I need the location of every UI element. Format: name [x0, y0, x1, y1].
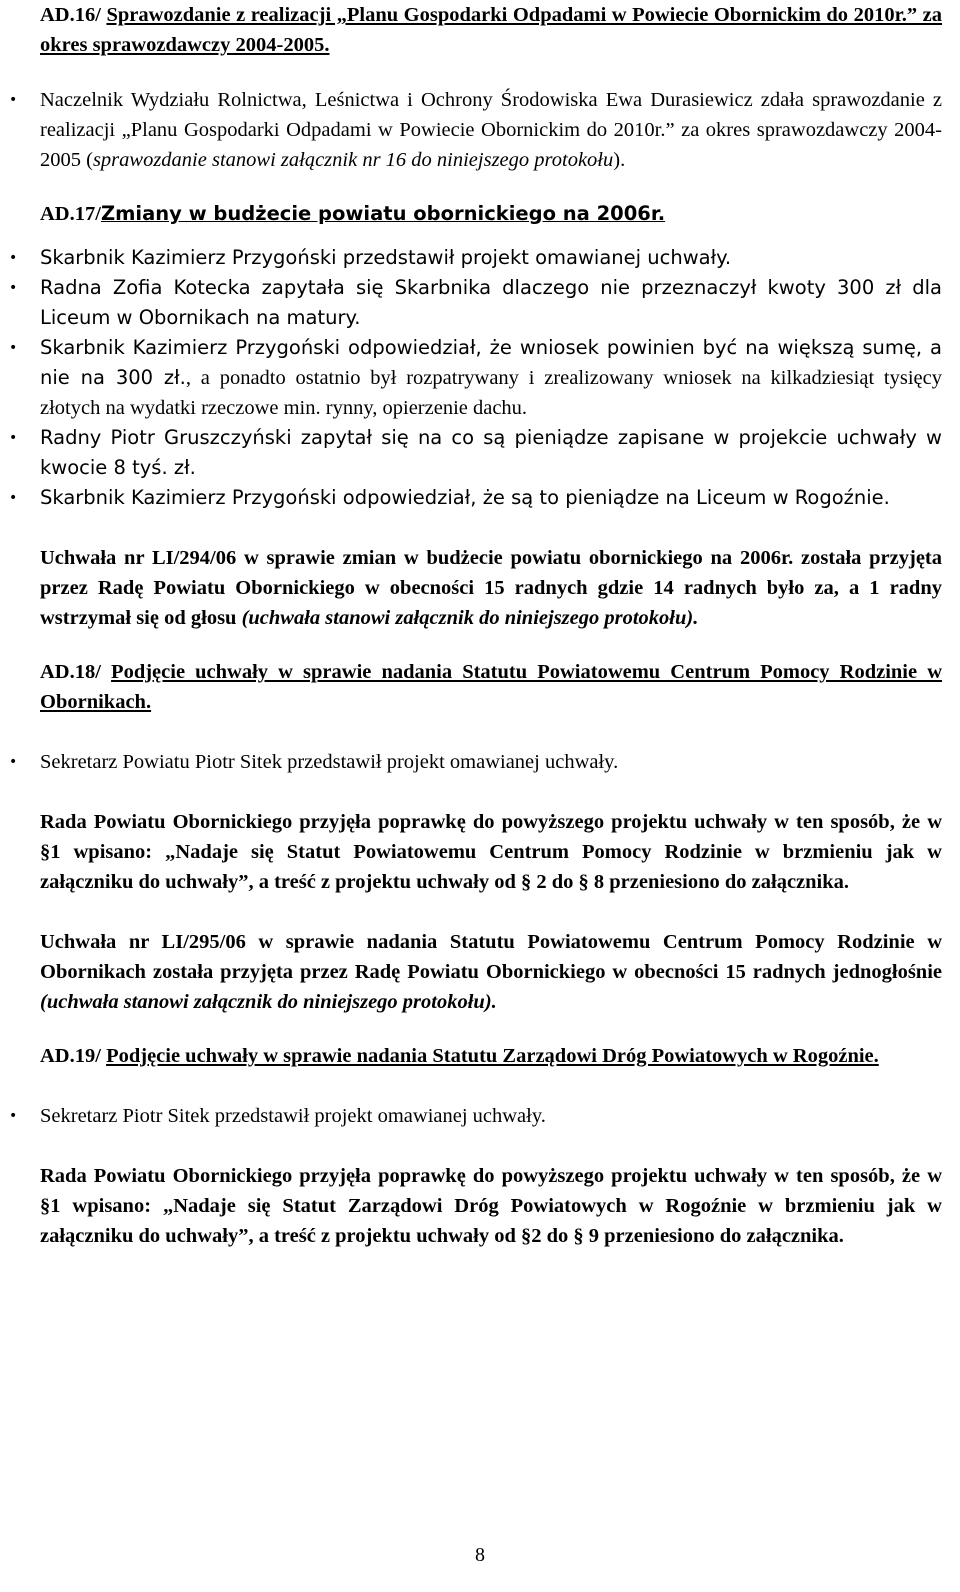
ad19-amendment: Rada Powiatu Obornickiego przyjęła poprawkę do powyższego projektu uchwały w ten sposób, że w §1 wpisano: „Nadaje się Statut Zarządowi Dróg Powiatowych w Rogoźnie w brzmieniu jak w załączniku do uchwały”, a treść z projektu uchwały od §2 do § 9 przeniesiono do załącznika. — [40, 1165, 942, 1247]
ad18-item — [40, 747, 942, 777]
ad16-item-italic: sprawozdanie stanowi załącznik nr 16 do niniejszego protokołu — [92, 149, 614, 171]
ad17-title: Zmiany w budżecie powiatu obornickiego na 2006r. — [100, 202, 666, 225]
ad17-number: AD.17/ — [40, 203, 101, 225]
ad16-item-end: ). — [613, 149, 626, 171]
ad17-item-3 — [40, 333, 942, 423]
ad17-item-3-text: Skarbnik Kazimierz Przygoński odpowiedział, że wniosek powinien być na większą sumę, a nie na 300 zł. — [40, 336, 942, 389]
ad18-item-text: Sekretarz Powiatu Piotr Sitek przedstawił projekt omawianej uchwały. — [40, 751, 619, 773]
ad19-title: Podjęcie uchwały w sprawie nadania Statutu Zarządowi Dróg Powiatowych w Rogoźnie. — [106, 1045, 879, 1067]
ad19-heading — [40, 1041, 942, 1071]
ad16-item-text: Naczelnik Wydziału Rolnictwa, Leśnictwa i Ochrony Środowiska Ewa Durasiewicz zdała sprawozdanie z realizacji „Planu Gospodarki Odpadami w Powiecie Obornickim do 2010r.” za okres sprawozdawczy 2004-2005 ( — [40, 89, 942, 171]
ad18-list — [40, 747, 942, 777]
ad17-resolution-note: (uchwała stanowi załącznik do niniejszego protokołu). — [241, 607, 699, 629]
ad16-number: AD.16/ — [40, 4, 101, 26]
ad19-item — [40, 1101, 942, 1131]
ad18-resolution-note: (uchwała stanowi załącznik do niniejszego protokołu). — [40, 991, 497, 1013]
ad16-heading — [40, 0, 942, 60]
ad17-item-1-text: Skarbnik Kazimierz Przygoński przedstawił projekt omawianej uchwały. — [40, 246, 732, 269]
ad19-item-text: Sekretarz Piotr Sitek przedstawił projekt omawianej uchwały. — [40, 1105, 546, 1127]
ad17-item-1 — [40, 243, 942, 273]
ad17-item-5 — [40, 483, 942, 513]
ad18-number: AD.18/ — [40, 661, 101, 683]
ad17-item-2 — [40, 273, 942, 333]
ad18-resolution — [40, 927, 942, 1017]
ad17-item-3-continued: , a ponadto ostatnio był rozpatrywany i zrealizowany wniosek na kilkadziesiąt tysięcy złotych na wydatki rzeczowe min. rynny, opierzenie dachu. — [40, 367, 943, 419]
ad16-item — [40, 85, 942, 175]
ad18-resolution-text: Uchwała nr LI/295/06 w sprawie nadania Statutu Powiatowemu Centrum Pomocy Rodzinie w Obornikach została przyjęta przez Radę Powiatu Obornickiego w obecności 15 radnych jednogłośnie — [40, 931, 942, 983]
ad18-amendment: Rada Powiatu Obornickiego przyjęła poprawkę do powyższego projektu uchwały w ten sposób, że w §1 wpisano: „Nadaje się Statut Powiatowemu Centrum Pomocy Rodzinie w brzmieniu jak w załączniku do uchwały”, a treść z projektu uchwały od § 2 do § 8 przeniesiono do załącznika. — [40, 811, 942, 893]
ad19-list — [40, 1101, 942, 1131]
ad17-heading — [40, 199, 942, 229]
ad19-number: AD.19/ — [40, 1045, 101, 1067]
ad17-item-4 — [40, 423, 942, 483]
ad17-list — [40, 243, 942, 513]
ad17-item-2-text: Radna Zofia Kotecka zapytała się Skarbnika dlaczego nie przeznaczył kwoty 300 zł dla Liceum w Obornikach na matury. — [40, 276, 942, 329]
ad17-item-5-text: Skarbnik Kazimierz Przygoński odpowiedział, że są to pieniądze na Liceum w Rogoźnie. — [40, 486, 890, 509]
ad16-title: Sprawozdanie z realizacji „Planu Gospodarki Odpadami w Powiecie Obornickim do 2010r.” za okres sprawozdawczy 2004-2005. — [40, 4, 943, 56]
ad16-list — [40, 85, 942, 175]
ad17-resolution-text: Uchwała nr LI/294/06 w sprawie zmian w budżecie powiatu obornickiego na 2006r. została przyjęta przez Radę Powiatu Obornickiego w obecności 15 radnych gdzie 14 radnych było za, a 1 radny wstrzymał się od głosu — [40, 547, 942, 629]
ad18-heading — [40, 657, 942, 717]
ad17-resolution — [40, 543, 942, 633]
ad18-title: Podjęcie uchwały w sprawie nadania Statutu Powiatowemu Centrum Pomocy Rodzinie w Obornikach. — [40, 661, 943, 713]
ad17-item-4-text: Radny Piotr Gruszczyński zapytał się na co są pieniądze zapisane w projekcie uchwały w kwocie 8 tyś. zł. — [40, 426, 942, 479]
page-number: 8 — [475, 1544, 485, 1566]
document-page — [40, 0, 942, 1251]
